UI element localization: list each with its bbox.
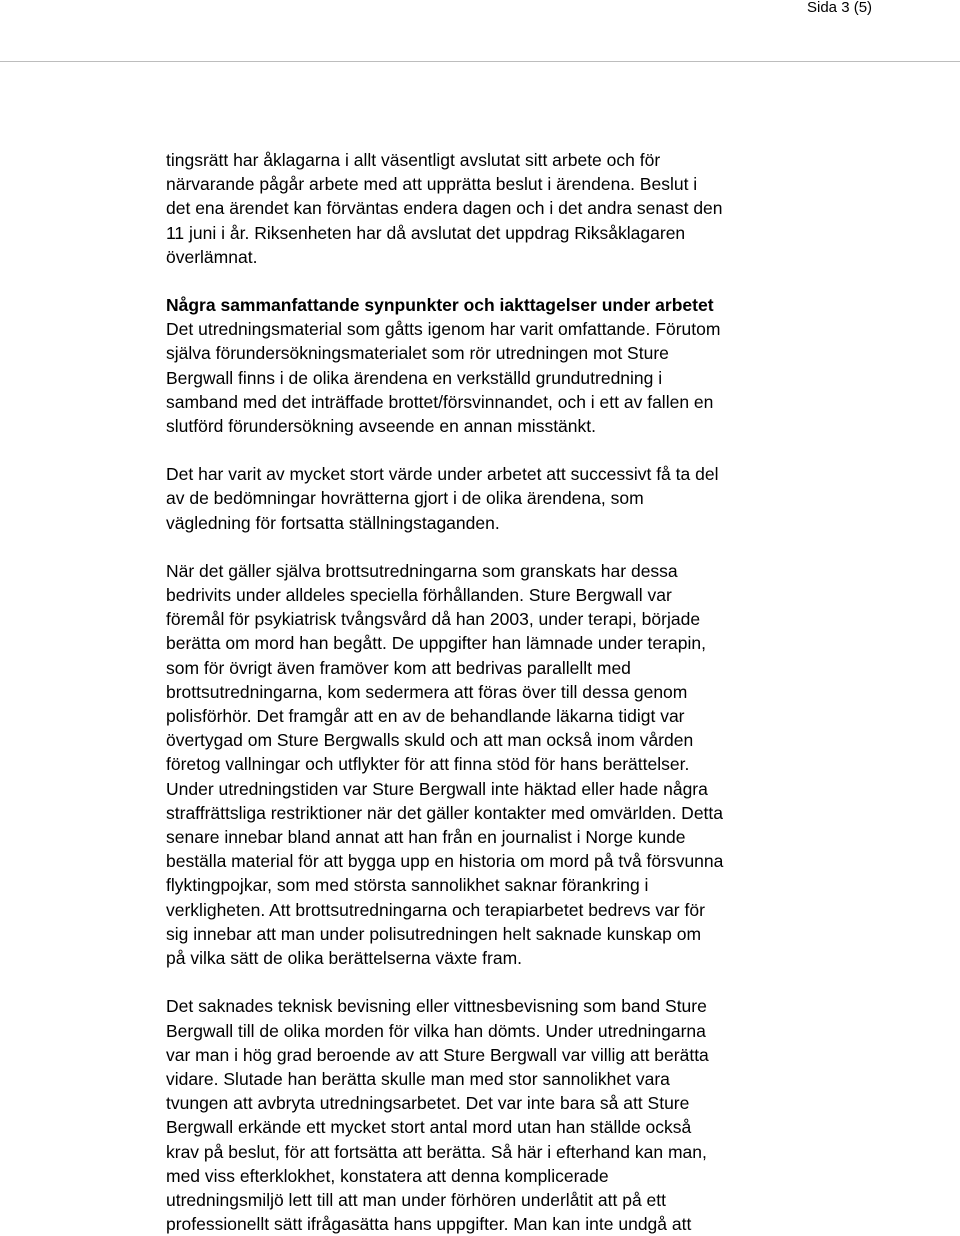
text-line: senare innebar bland annat att han från en journalist i Norge kunde xyxy=(166,827,686,848)
header-divider xyxy=(0,61,960,62)
header-dnr-label: Dnr xyxy=(737,19,755,30)
text-line: brottsutredningarna, kom sedermera att föras över till dessa genom xyxy=(166,681,688,702)
text-line: Det utredningsmaterial som gåtts igenom har varit omfattande. Förutom xyxy=(166,319,721,340)
text-line: tvungen att avbryta utredningsarbetet. Det var inte bara så att Sture xyxy=(166,1093,690,1114)
page-header xyxy=(0,0,960,62)
text-line: övertygad om Sture Bergwalls skuld och att man också inom vården xyxy=(166,730,694,751)
text-line: Under utredningstiden var Sture Bergwall inte häktad eller hade några xyxy=(166,778,708,799)
text-line: polisförhör. Det framgår att en av de behandlande läkarna tidigt var xyxy=(166,706,685,727)
text-line: själva förundersökningsmaterialet som rör utredningen mot Sture xyxy=(166,343,669,364)
text-line: överlämnat. xyxy=(166,246,258,267)
text-line: När det gäller själva brottsutredningarna som granskats har dessa xyxy=(166,560,678,581)
text-line: utredningsmiljö lett till att man under förhören underlåtit att på ett xyxy=(166,1189,666,1210)
text-line: av de bedömningar hovrätterna gjort i de olika ärendena, som xyxy=(166,488,644,509)
paragraph-4 xyxy=(166,559,846,970)
text-line: straffrättsliga restriktioner när det gäller kontakter med omvärlden. Detta xyxy=(166,802,724,823)
text-line: på vilka sätt de olika berättelserna växte fram. xyxy=(166,948,523,969)
text-line: beställa material för att bygga upp en historia om mord på två försvunna xyxy=(166,851,724,872)
text-line: Det har varit av mycket stort värde under arbetet att successivt få ta del xyxy=(166,464,719,485)
text-line: föremål för psykiatrisk tvångsvård då han 2003, under terapi, började xyxy=(166,609,701,630)
text-line: det ena ärendet kan förväntas endera dagen och i det andra senast den xyxy=(166,198,723,219)
text-line: vägledning för fortsatta ställningstaganden. xyxy=(166,512,500,533)
text-line: samband med det inträffade brottet/försvinnandet, och i ett av fallen en xyxy=(166,391,714,412)
paragraph-1 xyxy=(166,148,846,269)
text-line: Bergwall erkände ett mycket stort antal mord utan han ställde också xyxy=(166,1117,692,1138)
paragraph-2 xyxy=(166,317,846,438)
text-line: Det saknades teknisk bevisning eller vittnesbevisning som band Sture xyxy=(166,996,707,1017)
text-line: närvarande pågår arbete med att upprätta beslut i ärendena. Beslut i xyxy=(166,174,698,195)
text-line: 11 juni i år. Riksenheten har då avslutat det uppdrag Riksåklagaren xyxy=(166,222,686,243)
text-line: vidare. Slutade han berätta skulle man med stor sannolikhet vara xyxy=(166,1068,670,1089)
text-line: Bergwall finns i de olika ärendena en verkställd grundutredning i xyxy=(166,367,663,388)
header-role: Överåklagare xyxy=(110,37,206,54)
text-line: slutförd förundersökning avseende en annan misstänkt. xyxy=(166,416,596,437)
text-line: Bergwall till de olika morden för vilka han dömts. Under utredningarna xyxy=(166,1020,706,1041)
text-line: professionellt sätt ifrågasätta hans uppgifter. Man kan inte undgå att xyxy=(166,1214,692,1235)
section-heading: Några sammanfattande synpunkter och iakttagelser under arbetet xyxy=(166,295,714,316)
header-date: 2012-05-14 xyxy=(509,37,586,54)
header-date-label: Datum xyxy=(509,19,541,30)
page-number: Sida 3 (5) xyxy=(807,0,873,16)
text-line: som för övrigt även framöver kom att bedrivas parallellt med xyxy=(166,657,631,678)
header-organization: Riksenheten för polismål, Malmö xyxy=(110,16,345,33)
text-line: berätta om mord han begått. De uppgifter han lämnade under terapin, xyxy=(166,633,706,654)
text-line: tingsrätt har åklagarna i allt väsentligt avslutat sitt arbete och för xyxy=(166,150,661,170)
text-line: bedrivits under alldeles speciella förhållanden. Sture Bergwall var xyxy=(166,585,672,606)
text-line: med viss efterklokhet, konstatera att denna komplicerade xyxy=(166,1165,609,1186)
text-line: verkligheten. Att brottsutredningarna och terapiarbetet bedrevs var för xyxy=(166,899,705,920)
text-line: var man i hög grad beroende av att Sture Bergwall var villig att berätta xyxy=(166,1044,709,1065)
paragraph-5 xyxy=(166,994,846,1236)
document-body xyxy=(166,148,846,1236)
text-line: företog vallningar och utflykter för att finna stöd för hans berättelser. xyxy=(166,754,690,775)
text-line: krav på beslut, för att fortsätta att berätta. Så här i efterhand kan man, xyxy=(166,1141,707,1162)
paragraph-3 xyxy=(166,462,846,535)
text-line: flyktingpojkar, som med största sannolikhet saknar förankring i xyxy=(166,875,649,896)
text-line: sig innebar att man under polisutredningen helt saknade kunskap om xyxy=(166,923,702,944)
